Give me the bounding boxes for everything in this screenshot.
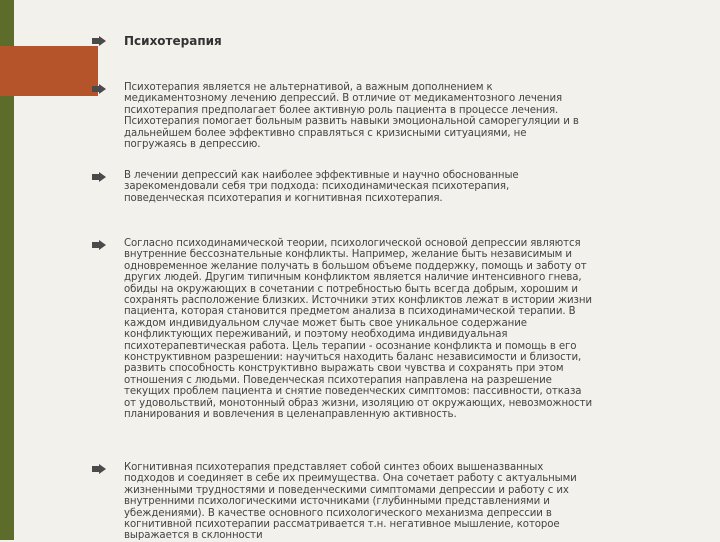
arrow-bullet-icon <box>92 172 106 182</box>
bullet-text: Психотерапия является не альтернативой, а важным дополнением к медикаментозному лечению депрессий. В отличие от медикаментозного лечения психотерапия предполагает более активную роль пациента в процессе лечения. Психотерапия помогает больным развить навыки эмоциональной саморегуляции и в дальнейшем более эффективно справляться с кризисными ситуациями, не погружаясь в депрессию. <box>124 82 579 151</box>
arrow-bullet-icon <box>92 36 106 46</box>
slide-heading: Психотерапия <box>124 34 222 48</box>
bullet-text: Когнитивная психотерапия представляет собой синтез обоих вышеназванных подходов и соединяет в себе их преимущества. Она сочетает работу с актуальными жизненными трудностями и поведенческими симптомами депрессии и работу с их внутренними психологическими источниками (глубинными представлениями и убеждениями). В качестве основного психологического механизма депрессии в когнитивной психотерапии рассматривается т.н. негативное мышление, которое выражается в склонности <box>124 462 577 542</box>
arrow-bullet-icon <box>92 84 106 94</box>
bullet-text: Согласно психодинамической теории, психологической основой депрессии являются внутренние бессознательные конфликты. Например, желание быть независимым и одновременное желание получать в большом объеме поддержку, помощь и заботу от других людей. Другим типичным конфликтом является наличие интенсивного гнева, обиды на окружающих в сочетании с потребностью быть всегда добрым, хорошим и сохранять расположение близких. Источники этих конфликтов лежат в истории жизни пациента, которая становится предметом анализа в психодинамической терапии. В каждом индивидуальном случае может быть свое уникальное содержание конфликтующих переживаний, и поэтому необходима индивидуальная психотерапевтическая работа. Цель терапии - осознание конфликта и помощь в его конструктивном разрешении: научиться находить баланс независимости и близости, развить способность конструктивно выражать свои чувства и сохранять при этом отношения с людьми. Поведенческая психотерапия направлена на разрешение текущих проблем пациента и снятие поведенческих симптомов: пассивности, отказа от удовольствий, монотонный образ жизни, изоляцию от окружающих, невозможности планирования и вовлечения в целенаправленную активность. <box>124 238 592 421</box>
bullet-item-1 <box>92 82 592 150</box>
arrow-bullet-icon <box>92 464 106 474</box>
bullet-item-4 <box>92 462 592 542</box>
bullet-text: В лечении депрессий как наиболее эффективные и научно обоснованные зарекомендовали себя три подхода: психодинамическая психотерапия, поведенческая психотерапия и когнитивная психотерапия. <box>124 170 519 204</box>
bullet-item-2 <box>92 170 592 204</box>
arrow-bullet-icon <box>92 240 106 250</box>
heading-item <box>92 34 592 48</box>
bullet-item-3 <box>92 238 592 421</box>
